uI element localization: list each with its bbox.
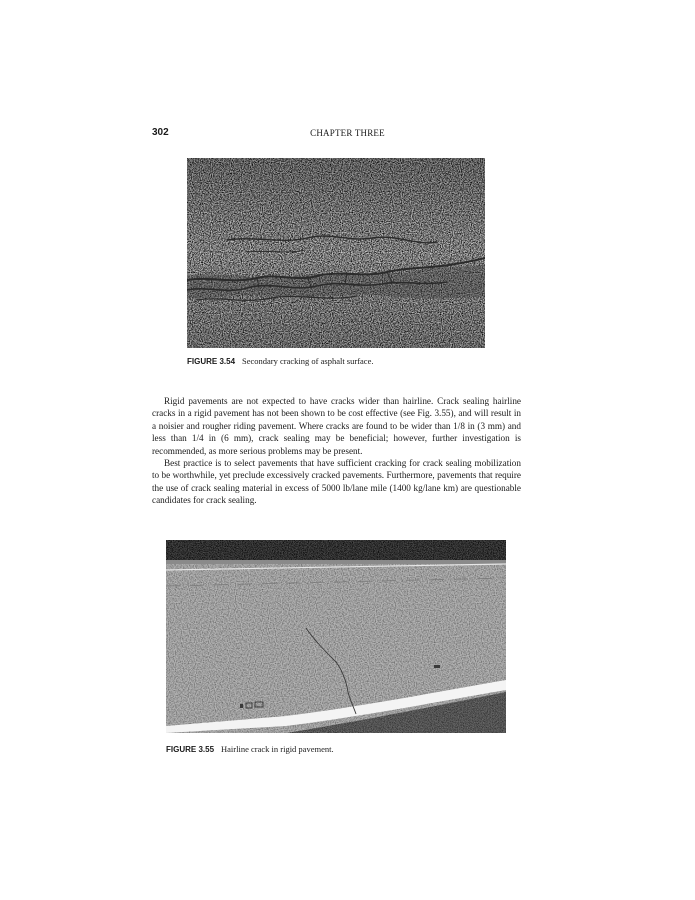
figure-3-54-photo bbox=[187, 158, 485, 348]
paragraph-1: Rigid pavements are not expected to have cracks wider than hairline. Crack sealing hairline cracks in a rigid pavement has not been shown to be cost effective (see Fig. 3.55), and will result in a noisier and rougher riding pavement. Where cracks are found to be wider than 1/8 in (3 mm) and less than 1/4 in (6 mm), crack sealing may be beneficial; however, further investigation is recommended, as more serious problems may be present. bbox=[152, 396, 521, 456]
figure-3-55-label: FIGURE 3.55 bbox=[166, 745, 215, 754]
figure-3-55-caption bbox=[166, 744, 334, 754]
page-number: 302 bbox=[152, 127, 169, 138]
running-head: CHAPTER THREE bbox=[310, 128, 385, 138]
figure-3-54-label: FIGURE 3.54 bbox=[187, 357, 236, 366]
figure-3-55-caption-text: Hairline crack in rigid pavement. bbox=[221, 744, 334, 754]
figure-3-54-caption-text: Secondary cracking of asphalt surface. bbox=[242, 356, 374, 366]
figure-3-55-photo bbox=[166, 540, 506, 733]
figure-3-54-caption bbox=[187, 356, 373, 366]
paragraph-2: Best practice is to select pavements that have sufficient cracking for crack sealing mobilization to be worthwhile, yet preclude excessively cracked pavements. Furthermore, pavements that require the use of crack sealing material in excess of 5000 lb/lane mile (1400 kg/lane km) are questionable candidates for crack sealing. bbox=[152, 458, 521, 506]
body-text bbox=[152, 395, 521, 507]
